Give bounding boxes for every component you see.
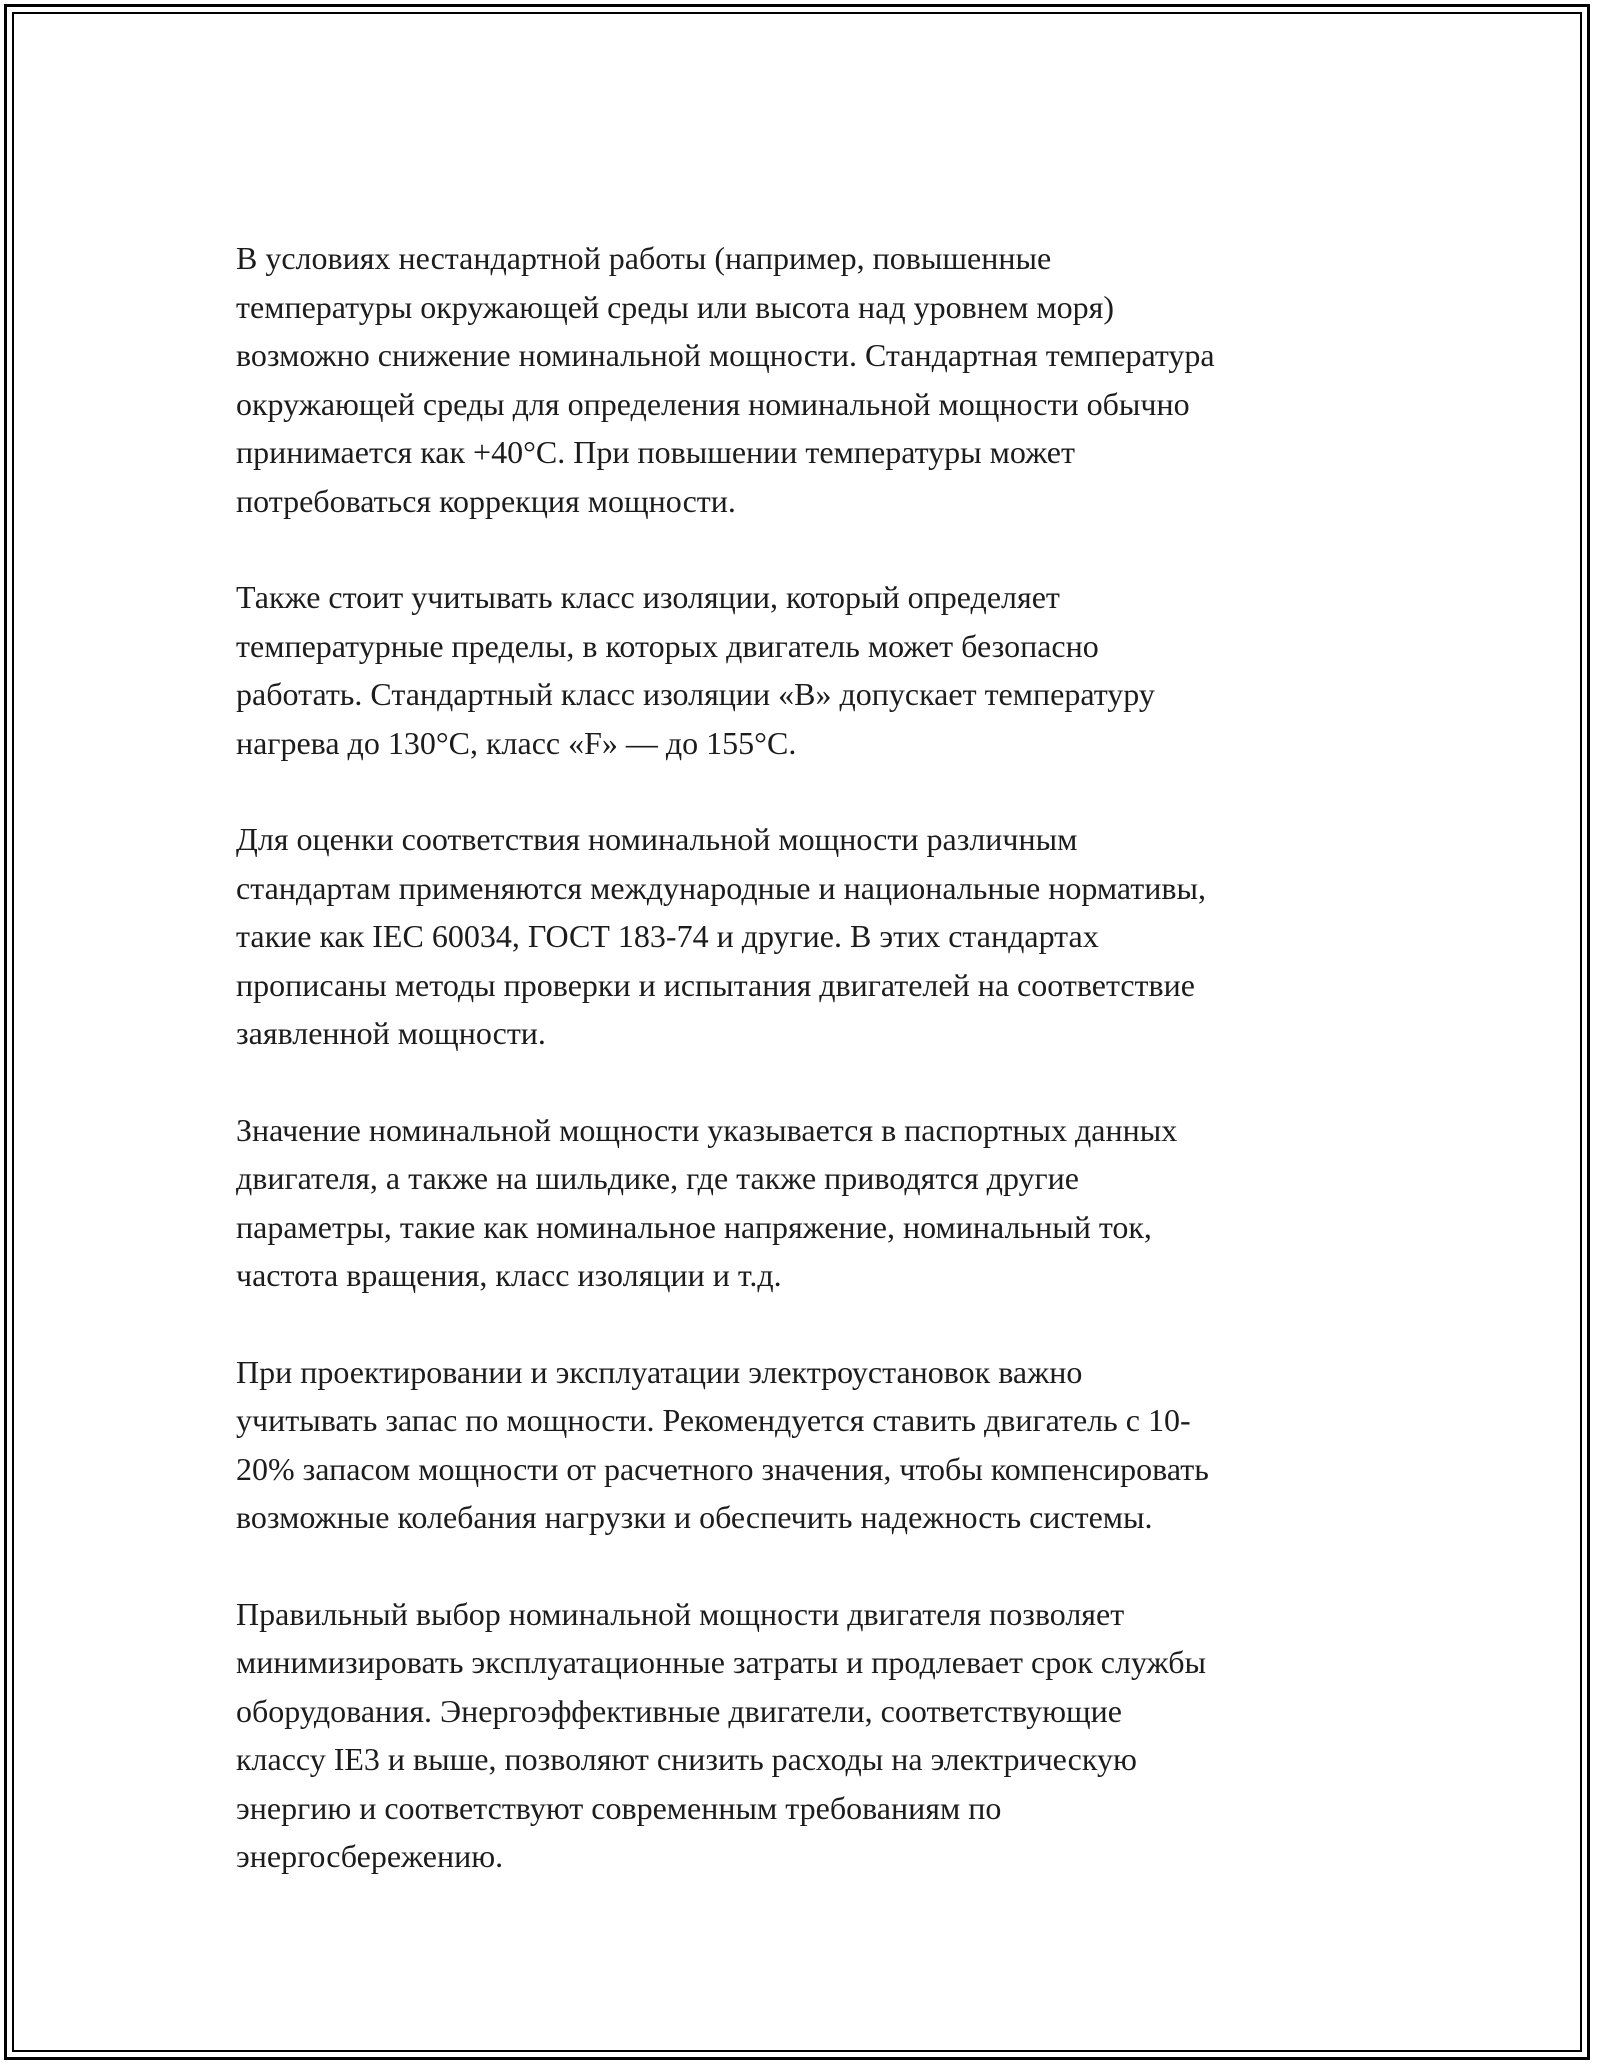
paragraph-line: стандартам применяются международные и национальные нормативы,: [236, 869, 1206, 906]
paragraph-line: потребоваться коррекция мощности.: [236, 482, 736, 519]
paragraph-line: энергию и соответствуют современным требованиям по: [236, 1789, 1002, 1826]
paragraph-line: возможно снижение номинальной мощности. Стандартная температура: [236, 337, 1215, 373]
paragraph-5: [236, 1348, 1366, 1542]
paragraph-line: частота вращения, класс изоляции и т.д.: [236, 1257, 782, 1293]
paragraph-line: учитывать запас по мощности. Рекомендуется ставить двигатель с 10-: [236, 1402, 1191, 1438]
paragraph-line: принимается как +40°C. При повышении температуры может: [236, 434, 1075, 470]
paragraph-line: Также стоит учитывать класс изоляции, который определяет: [236, 579, 1060, 615]
paragraph-line: прописаны методы проверки и испытания двигателей на соответствие: [236, 966, 1195, 1003]
paragraph-3: [236, 815, 1366, 1058]
paragraph-line: нагрева до 130°C, класс «F» — до 155°C.: [236, 724, 797, 761]
paragraph-line: возможные колебания нагрузки и обеспечить надежность системы.: [236, 1499, 1153, 1535]
paragraph-line: заявленной мощности.: [236, 1015, 546, 1051]
document-body: [236, 234, 1366, 1929]
paragraph-4: [236, 1106, 1366, 1300]
paragraph-line: минимизировать эксплуатационные затраты и продлевает срок службы: [236, 1644, 1206, 1680]
paragraph-line: классу IE3 и выше, позволяют снизить расходы на электрическую: [236, 1741, 1137, 1777]
paragraph-line: двигателя, а также на шильдике, где также приводятся другие: [236, 1160, 1079, 1196]
paragraph-line: работать. Стандартный класс изоляции «B» допускает температуру: [236, 676, 1155, 712]
paragraph-line: В условиях нестандартной работы (например, повышенные: [236, 240, 1052, 276]
paragraph-1: [236, 234, 1366, 525]
paragraph-line: Правильный выбор номинальной мощности двигателя позволяет: [236, 1595, 1125, 1632]
paragraph-line: такие как IEC 60034, ГОСТ 183-74 и другие. В этих стандартах: [236, 918, 1099, 954]
paragraph-6: [236, 1590, 1366, 1881]
paragraph-2: [236, 573, 1366, 767]
paragraph-line: температуры окружающей среды или высота над уровнем моря): [236, 288, 1114, 325]
paragraph-line: 20% запасом мощности от расчетного значения, чтобы компенсировать: [236, 1450, 1209, 1487]
paragraph-line: Значение номинальной мощности указывается в паспортных данных: [236, 1111, 1178, 1148]
paragraph-line: окружающей среды для определения номинальной мощности обычно: [236, 385, 1190, 422]
paragraph-line: При проектировании и эксплуатации электроустановок важно: [236, 1353, 1083, 1390]
paragraph-line: энергосбережению.: [236, 1838, 504, 1874]
paragraph-line: Для оценки соответствия номинальной мощности различным: [236, 821, 1078, 857]
paragraph-line: температурные пределы, в которых двигатель может безопасно: [236, 627, 1099, 664]
paragraph-line: параметры, такие как номинальное напряжение, номинальный ток,: [236, 1208, 1152, 1245]
paragraph-line: оборудования. Энергоэффективные двигатели, соответствующие: [236, 1692, 1122, 1729]
